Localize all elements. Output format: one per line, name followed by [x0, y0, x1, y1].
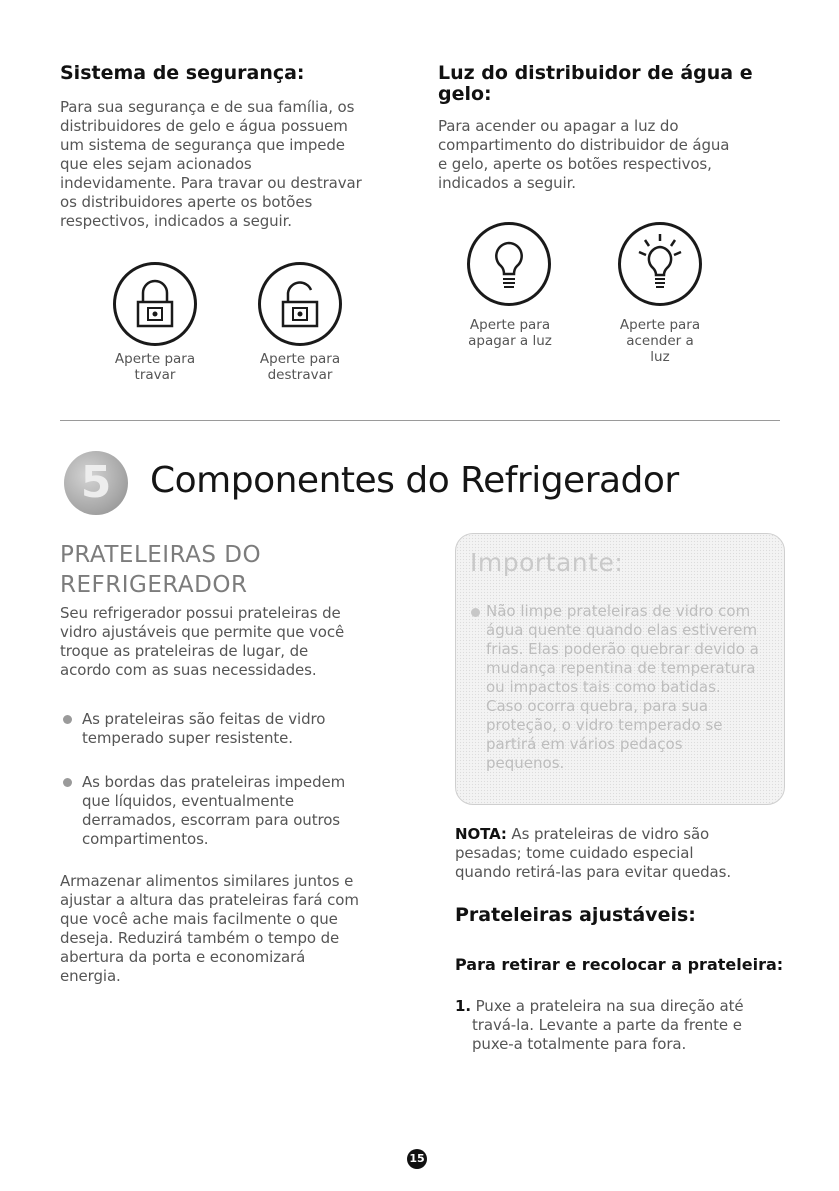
text-line: os distribuidores aperte os botões	[60, 193, 313, 211]
unlock-button-icon	[258, 262, 342, 346]
heading-line: Luz do distribuidor de água e	[438, 62, 753, 84]
step-number: 1.	[455, 997, 471, 1015]
text-line: pesadas; tome cuidado especial	[455, 844, 694, 862]
caption-line: Aperte para	[259, 351, 341, 367]
list-item	[60, 773, 430, 849]
light-off-button-icon	[467, 222, 551, 306]
caption-line: luz	[650, 349, 670, 365]
lock-icon	[116, 265, 194, 343]
note-block	[455, 825, 795, 882]
caption-line: Aperte para	[114, 351, 196, 367]
important-text	[486, 602, 781, 773]
text-line: As bordas das prateleiras impedem	[82, 773, 346, 791]
shelves-intro	[60, 604, 420, 680]
text-line: pequenos.	[486, 754, 565, 772]
security-heading: Sistema de segurança:	[60, 62, 305, 84]
title-line: PRATELEIRAS DO	[60, 542, 262, 568]
text-line: compartimento do distribuidor de água	[438, 136, 730, 154]
step-1	[455, 997, 795, 1054]
bullet-icon	[63, 715, 72, 724]
light-on-caption	[590, 317, 730, 365]
light-off-caption	[440, 317, 580, 349]
text-line: indicados a seguir.	[438, 174, 576, 192]
important-notice-box	[455, 533, 785, 805]
light-bulb-on-icon	[621, 225, 699, 303]
caption-line: Aperte para	[619, 317, 701, 333]
shelves-title	[60, 540, 261, 600]
text-line: abertura da porta e economizará	[60, 948, 306, 966]
lock-button-icon	[113, 262, 197, 346]
text-line: ou impactos tais como batidas.	[486, 678, 721, 696]
shelves-paragraph	[60, 872, 430, 986]
text-line: indevidamente. Para travar ou destravar	[60, 174, 362, 192]
text-line: frias. Elas poderão quebrar devido a	[486, 640, 759, 658]
text-line: que eles sejam acionados	[60, 155, 252, 173]
note-label: NOTA:	[455, 825, 507, 843]
text-line: respectivos, indicados a seguir.	[60, 212, 292, 230]
text-line: que você ache mais facilmente o que	[60, 910, 338, 928]
bullet-icon	[63, 778, 72, 787]
unlock-caption	[230, 351, 370, 383]
note-first-line: As prateleiras de vidro são	[506, 825, 710, 843]
heading-line: gelo:	[438, 83, 492, 105]
text-line: deseja. Reduzirá também o tempo de	[60, 929, 340, 947]
light-heading	[438, 62, 753, 106]
text-line: Seu refrigerador possui prateleiras de	[60, 604, 341, 622]
text-line: mudança repentina de temperatura	[486, 659, 756, 677]
chapter-number: 5	[80, 457, 112, 508]
text-line: derramados, escorram para outros	[82, 811, 341, 829]
caption-line: travar	[134, 367, 176, 383]
adjustable-subheading: Para retirar e recolocar a prateleira:	[455, 955, 784, 974]
text-line: um sistema de segurança que impede	[60, 136, 345, 154]
text-line: vidro ajustáveis que permite que você	[60, 623, 345, 641]
text-line: Armazenar alimentos similares juntos e	[60, 872, 354, 890]
adjustable-heading: Prateleiras ajustáveis:	[455, 904, 696, 926]
chapter-number-badge	[64, 451, 128, 515]
text-line: Para acender ou apagar a luz do	[438, 117, 679, 135]
caption-line: apagar a luz	[468, 333, 552, 349]
text-line: temperado super resistente.	[82, 729, 293, 747]
unlock-icon	[261, 265, 339, 343]
light-on-button-icon	[618, 222, 702, 306]
text-line: ajustar a altura das prateleiras fará com	[60, 891, 359, 909]
page-number: 15	[407, 1149, 427, 1169]
text-line: troque as prateleiras de lugar, de	[60, 642, 309, 660]
light-bulb-off-icon	[470, 225, 548, 303]
bullet-icon	[471, 608, 480, 617]
step-first-line: Puxe a prateleira na sua direção até	[470, 997, 744, 1015]
text-line: acordo com as suas necessidades.	[60, 661, 317, 679]
text-line: e gelo, aperte os botões respectivos,	[438, 155, 712, 173]
text-line: partirá em vários pedaços	[486, 735, 683, 753]
text-line: compartimentos.	[82, 830, 209, 848]
caption-line: destravar	[267, 367, 333, 383]
text-line: energia.	[60, 967, 121, 985]
text-line: proteção, o vidro temperado se	[486, 716, 723, 734]
light-text	[438, 117, 798, 193]
shelves-bullets	[60, 710, 430, 849]
title-line: REFRIGERADOR	[60, 572, 248, 598]
list-item	[60, 710, 430, 748]
section-divider	[60, 420, 780, 421]
text-line: Para sua segurança e de sua família, os	[60, 98, 355, 116]
caption-line: Aperte para	[469, 317, 551, 333]
caption-line: acender a	[626, 333, 694, 349]
text-line: distribuidores de gelo e água possuem	[60, 117, 348, 135]
important-title: Importante:	[470, 548, 624, 577]
text-line: que líquidos, eventualmente	[82, 792, 294, 810]
text-line: travá-la. Levante a parte da frente e	[472, 1016, 742, 1034]
text-line: Caso ocorra quebra, para sua	[486, 697, 709, 715]
text-line: Não limpe prateleiras de vidro com	[486, 602, 751, 620]
text-line: As prateleiras são feitas de vidro	[82, 710, 326, 728]
text-line: puxe-a totalmente para fora.	[472, 1035, 687, 1053]
text-line: água quente quando elas estiverem	[486, 621, 758, 639]
chapter-title: Componentes do Refrigerador	[150, 460, 679, 501]
security-text	[60, 98, 410, 231]
text-line: quando retirá-las para evitar quedas.	[455, 863, 731, 881]
lock-caption	[85, 351, 225, 383]
